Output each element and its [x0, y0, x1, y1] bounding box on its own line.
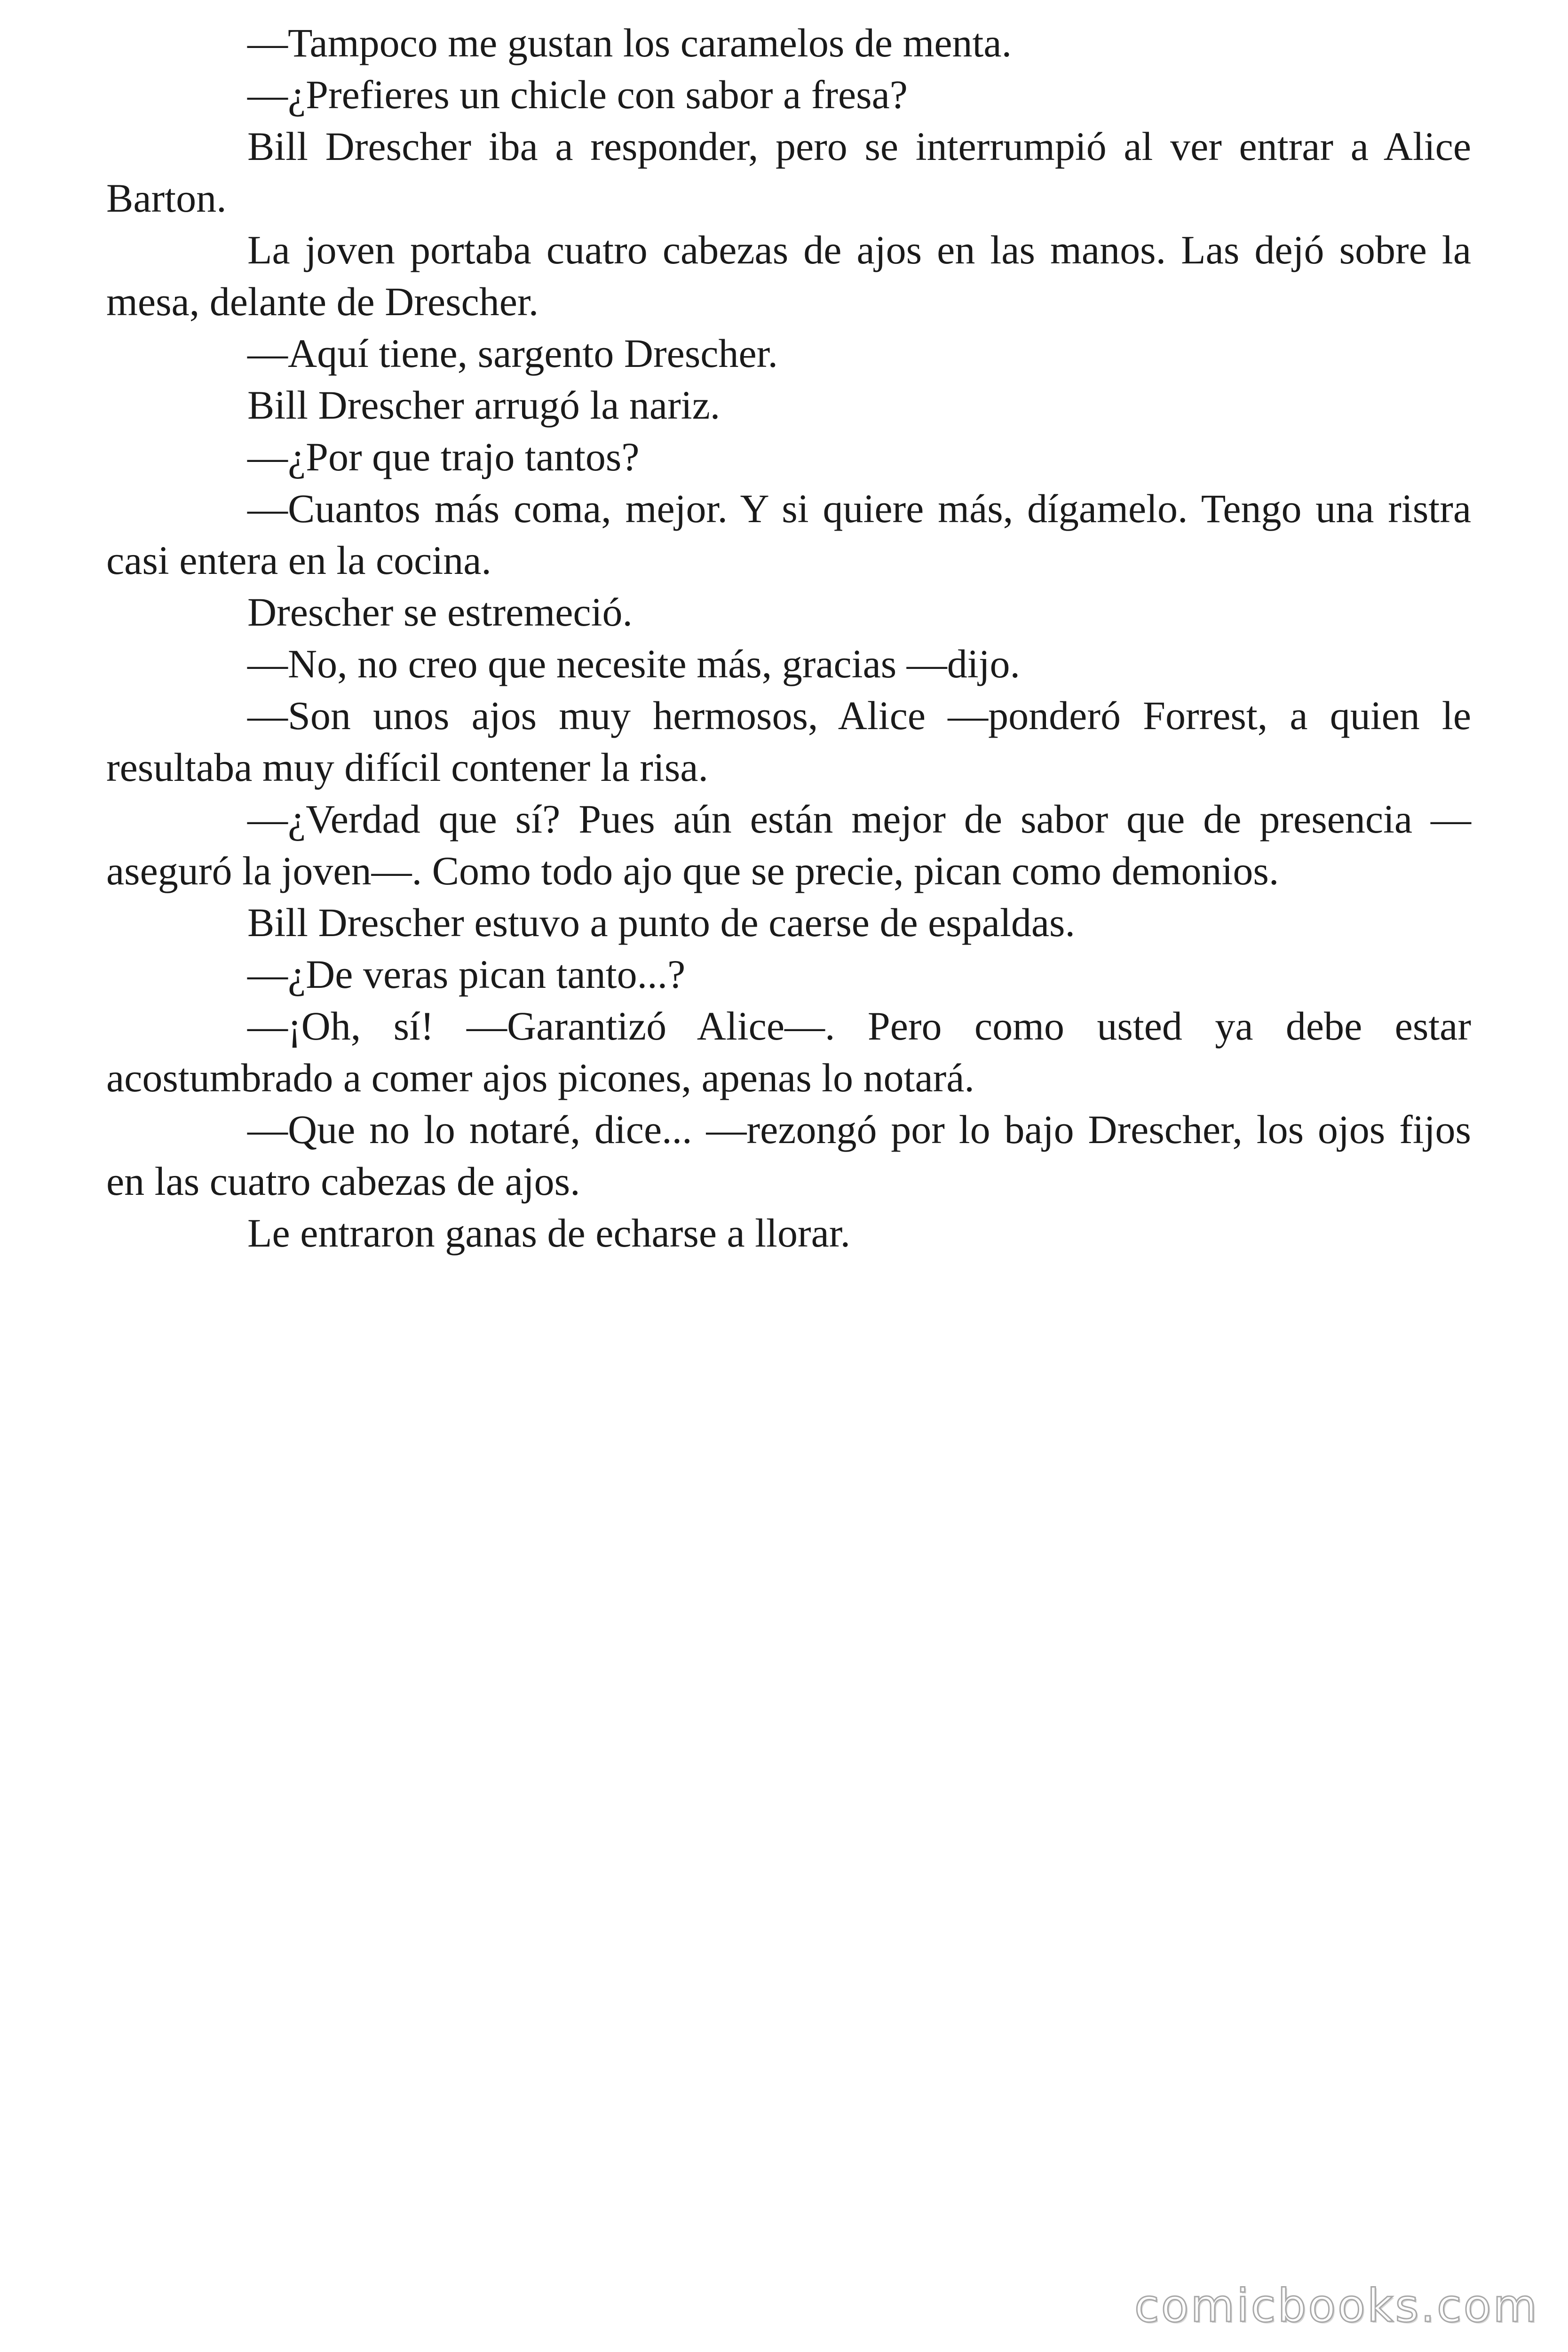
- paragraph: Bill Drescher arrugó la nariz.: [247, 382, 721, 428]
- paragraph: Bill Drescher iba a responder, pero se interrumpió al ver entrar a Alice Barton.: [106, 124, 1471, 221]
- paragraph: —Tampoco me gustan los caramelos de menta.: [247, 20, 1012, 65]
- paragraph: —¡Oh, sí! —Garantizó Alice—. Pero como usted ya debe estar acostumbrado a comer ajos picones, apenas lo notará.: [106, 1003, 1471, 1100]
- paragraph: —Son unos ajos muy hermosos, Alice —ponderó Forrest, a quien le resultaba muy difícil contener la risa.: [106, 693, 1471, 790]
- paragraph: —¿Prefieres un chicle con sabor a fresa?: [247, 72, 908, 117]
- paragraph: —No, no creo que necesite más, gracias —dijo.: [247, 641, 1021, 686]
- watermark: comicbooks.com: [1134, 2280, 1539, 2332]
- paragraph: —¿De veras pican tanto...?: [247, 952, 686, 997]
- paragraph: La joven portaba cuatro cabezas de ajos en las manos. Las dejó sobre la mesa, delante de Drescher.: [106, 227, 1471, 324]
- paragraph: Bill Drescher estuvo a punto de caerse de espaldas.: [247, 900, 1075, 945]
- paragraph: —¿Verdad que sí? Pues aún están mejor de sabor que de presencia —aseguró la joven—. Como todo ajo que se precie, pican como demonios.: [106, 796, 1471, 893]
- paragraph: —Cuantos más coma, mejor. Y si quiere más, dígamelo. Tengo una ristra casi entera en la cocina.: [106, 486, 1471, 583]
- paragraph: —Que no lo notaré, dice... —rezongó por lo bajo Drescher, los ojos fijos en las cuatro cabezas de ajos.: [106, 1107, 1471, 1204]
- paragraph: Drescher se estremeció.: [247, 589, 633, 635]
- paragraph: Le entraron ganas de echarse a llorar.: [247, 1210, 851, 1255]
- paragraph: —Aquí tiene, sargento Drescher.: [247, 331, 778, 376]
- paragraph: —¿Por que trajo tantos?: [247, 434, 640, 479]
- page-text: [106, 17, 1471, 1259]
